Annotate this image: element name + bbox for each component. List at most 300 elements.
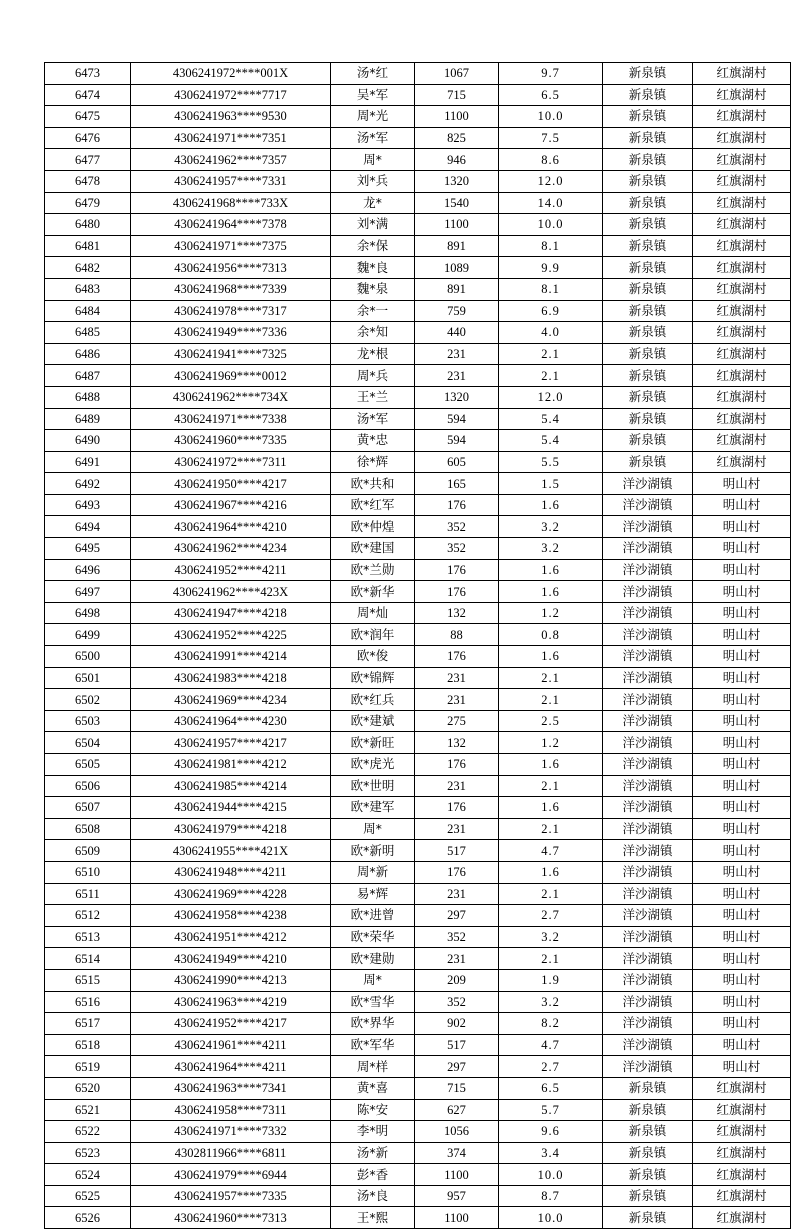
cell-town: 洋沙湖镇 [603, 473, 693, 495]
cell-rate: 3.2 [499, 991, 603, 1013]
cell-amount: 517 [415, 840, 499, 862]
cell-amount: 957 [415, 1185, 499, 1207]
cell-town: 新泉镇 [603, 1185, 693, 1207]
cell-town: 新泉镇 [603, 451, 693, 473]
cell-village: 红旗湖村 [693, 235, 791, 257]
cell-town: 洋沙湖镇 [603, 689, 693, 711]
cell-sequence: 6522 [45, 1121, 131, 1143]
table-row [45, 386, 791, 408]
cell-town: 洋沙湖镇 [603, 516, 693, 538]
cell-name: 易*辉 [331, 883, 415, 905]
table-row [45, 667, 791, 689]
cell-rate: 2.7 [499, 905, 603, 927]
cell-town: 洋沙湖镇 [603, 559, 693, 581]
cell-rate: 2.1 [499, 343, 603, 365]
table-row [45, 1164, 791, 1186]
cell-amount: 1100 [415, 106, 499, 128]
cell-name: 魏*泉 [331, 278, 415, 300]
cell-town: 洋沙湖镇 [603, 861, 693, 883]
cell-town: 新泉镇 [603, 235, 693, 257]
cell-name: 汤*军 [331, 408, 415, 430]
table-row [45, 602, 791, 624]
cell-village: 红旗湖村 [693, 300, 791, 322]
cell-town: 新泉镇 [603, 127, 693, 149]
cell-name: 周*样 [331, 1056, 415, 1078]
cell-rate: 1.6 [499, 797, 603, 819]
cell-name: 周*灿 [331, 602, 415, 624]
cell-name: 欧*军华 [331, 1034, 415, 1056]
cell-amount: 902 [415, 1013, 499, 1035]
cell-name: 周*兵 [331, 365, 415, 387]
cell-id-number: 4306241962****734X [131, 386, 331, 408]
cell-name: 龙*根 [331, 343, 415, 365]
table-row [45, 646, 791, 668]
cell-village: 红旗湖村 [693, 386, 791, 408]
cell-name: 周* [331, 149, 415, 171]
cell-id-number: 4306241962****7357 [131, 149, 331, 171]
cell-village: 红旗湖村 [693, 214, 791, 236]
table-row [45, 106, 791, 128]
cell-village: 明山村 [693, 754, 791, 776]
cell-id-number: 4306241967****4216 [131, 494, 331, 516]
cell-sequence: 6489 [45, 408, 131, 430]
cell-amount: 605 [415, 451, 499, 473]
cell-village: 红旗湖村 [693, 365, 791, 387]
cell-village: 红旗湖村 [693, 257, 791, 279]
cell-sequence: 6500 [45, 646, 131, 668]
cell-sequence: 6494 [45, 516, 131, 538]
cell-amount: 594 [415, 408, 499, 430]
cell-id-number: 4306241969****4234 [131, 689, 331, 711]
cell-town: 新泉镇 [603, 300, 693, 322]
table-row [45, 63, 791, 85]
table-row [45, 581, 791, 603]
cell-town: 新泉镇 [603, 84, 693, 106]
cell-rate: 1.6 [499, 581, 603, 603]
cell-name: 欧*荣华 [331, 926, 415, 948]
table-row [45, 1099, 791, 1121]
cell-sequence: 6511 [45, 883, 131, 905]
cell-village: 红旗湖村 [693, 1207, 791, 1229]
cell-town: 新泉镇 [603, 1099, 693, 1121]
table-row [45, 818, 791, 840]
cell-id-number: 4306241979****4218 [131, 818, 331, 840]
cell-sequence: 6518 [45, 1034, 131, 1056]
cell-sequence: 6485 [45, 322, 131, 344]
cell-amount: 176 [415, 754, 499, 776]
cell-amount: 231 [415, 343, 499, 365]
cell-sequence: 6514 [45, 948, 131, 970]
cell-village: 红旗湖村 [693, 322, 791, 344]
cell-rate: 6.5 [499, 84, 603, 106]
cell-village: 红旗湖村 [693, 170, 791, 192]
cell-rate: 10.0 [499, 214, 603, 236]
cell-rate: 3.2 [499, 538, 603, 560]
cell-id-number: 4306241964****4230 [131, 710, 331, 732]
cell-town: 洋沙湖镇 [603, 1013, 693, 1035]
cell-id-number: 4306241961****4211 [131, 1034, 331, 1056]
cell-town: 洋沙湖镇 [603, 840, 693, 862]
cell-amount: 594 [415, 430, 499, 452]
cell-rate: 5.4 [499, 408, 603, 430]
cell-name: 欧*世明 [331, 775, 415, 797]
cell-rate: 12.0 [499, 170, 603, 192]
cell-village: 明山村 [693, 646, 791, 668]
cell-id-number: 4306241968****7339 [131, 278, 331, 300]
cell-sequence: 6498 [45, 602, 131, 624]
cell-rate: 3.4 [499, 1142, 603, 1164]
cell-rate: 10.0 [499, 1207, 603, 1229]
cell-name: 魏*良 [331, 257, 415, 279]
cell-rate: 12.0 [499, 386, 603, 408]
cell-village: 明山村 [693, 948, 791, 970]
cell-sequence: 6474 [45, 84, 131, 106]
cell-amount: 231 [415, 365, 499, 387]
table-row [45, 538, 791, 560]
table-row [45, 1034, 791, 1056]
table-row [45, 473, 791, 495]
cell-village: 明山村 [693, 494, 791, 516]
cell-amount: 627 [415, 1099, 499, 1121]
cell-sequence: 6482 [45, 257, 131, 279]
cell-id-number: 4306241956****7313 [131, 257, 331, 279]
cell-name: 周*新 [331, 861, 415, 883]
cell-name: 余*一 [331, 300, 415, 322]
cell-sequence: 6483 [45, 278, 131, 300]
table-row [45, 754, 791, 776]
cell-amount: 132 [415, 732, 499, 754]
cell-rate: 2.1 [499, 667, 603, 689]
cell-town: 洋沙湖镇 [603, 775, 693, 797]
cell-id-number: 4306241960****7335 [131, 430, 331, 452]
cell-name: 欧*仲煌 [331, 516, 415, 538]
table-row [45, 84, 791, 106]
table-row [45, 343, 791, 365]
cell-sequence: 6523 [45, 1142, 131, 1164]
cell-rate: 2.1 [499, 365, 603, 387]
cell-sequence: 6502 [45, 689, 131, 711]
cell-rate: 8.7 [499, 1185, 603, 1207]
cell-sequence: 6524 [45, 1164, 131, 1186]
cell-village: 明山村 [693, 602, 791, 624]
cell-name: 欧*新华 [331, 581, 415, 603]
table-row [45, 559, 791, 581]
cell-sequence: 6491 [45, 451, 131, 473]
cell-village: 红旗湖村 [693, 127, 791, 149]
cell-town: 洋沙湖镇 [603, 754, 693, 776]
cell-amount: 231 [415, 948, 499, 970]
cell-village: 明山村 [693, 861, 791, 883]
cell-sequence: 6476 [45, 127, 131, 149]
table-row [45, 1121, 791, 1143]
cell-rate: 1.2 [499, 602, 603, 624]
cell-rate: 2.7 [499, 1056, 603, 1078]
cell-sequence: 6492 [45, 473, 131, 495]
cell-id-number: 4302811966****6811 [131, 1142, 331, 1164]
cell-name: 欧*锦辉 [331, 667, 415, 689]
cell-sequence: 6504 [45, 732, 131, 754]
cell-name: 欧*进曾 [331, 905, 415, 927]
cell-amount: 1540 [415, 192, 499, 214]
cell-rate: 9.6 [499, 1121, 603, 1143]
table-row [45, 214, 791, 236]
cell-amount: 1089 [415, 257, 499, 279]
table-row [45, 149, 791, 171]
cell-name: 龙* [331, 192, 415, 214]
cell-town: 新泉镇 [603, 214, 693, 236]
cell-town: 洋沙湖镇 [603, 948, 693, 970]
cell-amount: 1320 [415, 170, 499, 192]
cell-town: 洋沙湖镇 [603, 905, 693, 927]
cell-village: 明山村 [693, 1013, 791, 1035]
cell-id-number: 4306241968****733X [131, 192, 331, 214]
cell-amount: 297 [415, 1056, 499, 1078]
cell-id-number: 4306241958****4238 [131, 905, 331, 927]
cell-town: 新泉镇 [603, 63, 693, 85]
cell-rate: 10.0 [499, 106, 603, 128]
cell-town: 洋沙湖镇 [603, 581, 693, 603]
cell-name: 欧*建斌 [331, 710, 415, 732]
cell-amount: 176 [415, 646, 499, 668]
cell-village: 明山村 [693, 473, 791, 495]
table-row [45, 926, 791, 948]
cell-amount: 275 [415, 710, 499, 732]
table-row [45, 689, 791, 711]
cell-town: 洋沙湖镇 [603, 969, 693, 991]
table-row [45, 991, 791, 1013]
cell-village: 红旗湖村 [693, 451, 791, 473]
table-row [45, 365, 791, 387]
cell-amount: 891 [415, 235, 499, 257]
cell-id-number: 4306241944****4215 [131, 797, 331, 819]
cell-sequence: 6512 [45, 905, 131, 927]
cell-id-number: 4306241962****423X [131, 581, 331, 603]
cell-id-number: 4306241948****4211 [131, 861, 331, 883]
cell-amount: 176 [415, 797, 499, 819]
cell-id-number: 4306241964****4211 [131, 1056, 331, 1078]
cell-sequence: 6525 [45, 1185, 131, 1207]
cell-id-number: 4306241949****4210 [131, 948, 331, 970]
cell-name: 徐*辉 [331, 451, 415, 473]
cell-town: 新泉镇 [603, 1207, 693, 1229]
cell-sequence: 6481 [45, 235, 131, 257]
cell-sequence: 6475 [45, 106, 131, 128]
cell-town: 新泉镇 [603, 343, 693, 365]
table-row [45, 861, 791, 883]
cell-name: 欧*兰勋 [331, 559, 415, 581]
cell-rate: 5.7 [499, 1099, 603, 1121]
cell-name: 余*保 [331, 235, 415, 257]
cell-name: 汤*军 [331, 127, 415, 149]
cell-name: 黄*忠 [331, 430, 415, 452]
cell-rate: 8.1 [499, 235, 603, 257]
cell-amount: 176 [415, 581, 499, 603]
cell-id-number: 4306241972****7717 [131, 84, 331, 106]
cell-rate: 4.7 [499, 1034, 603, 1056]
table-row [45, 840, 791, 862]
table-row [45, 732, 791, 754]
cell-amount: 891 [415, 278, 499, 300]
table-row [45, 1013, 791, 1035]
table-row [45, 192, 791, 214]
table-body [45, 63, 791, 1229]
cell-amount: 1320 [415, 386, 499, 408]
table-row [45, 1056, 791, 1078]
table-row [45, 1077, 791, 1099]
cell-town: 新泉镇 [603, 170, 693, 192]
cell-name: 陈*安 [331, 1099, 415, 1121]
cell-name: 欧*红兵 [331, 689, 415, 711]
cell-village: 红旗湖村 [693, 84, 791, 106]
cell-name: 欧*红军 [331, 494, 415, 516]
cell-amount: 715 [415, 84, 499, 106]
cell-village: 明山村 [693, 926, 791, 948]
cell-village: 明山村 [693, 1056, 791, 1078]
cell-amount: 374 [415, 1142, 499, 1164]
cell-village: 红旗湖村 [693, 278, 791, 300]
cell-rate: 1.6 [499, 754, 603, 776]
cell-town: 洋沙湖镇 [603, 646, 693, 668]
cell-sequence: 6520 [45, 1077, 131, 1099]
cell-rate: 1.6 [499, 559, 603, 581]
cell-name: 周* [331, 969, 415, 991]
table-row [45, 948, 791, 970]
cell-rate: 2.1 [499, 818, 603, 840]
table-row [45, 127, 791, 149]
cell-id-number: 4306241981****4212 [131, 754, 331, 776]
cell-id-number: 4306241971****7351 [131, 127, 331, 149]
cell-town: 新泉镇 [603, 365, 693, 387]
cell-id-number: 4306241952****4211 [131, 559, 331, 581]
cell-sequence: 6516 [45, 991, 131, 1013]
cell-id-number: 4306241947****4218 [131, 602, 331, 624]
cell-name: 欧*润年 [331, 624, 415, 646]
cell-amount: 231 [415, 775, 499, 797]
cell-sequence: 6519 [45, 1056, 131, 1078]
cell-rate: 8.6 [499, 149, 603, 171]
cell-id-number: 4306241952****4225 [131, 624, 331, 646]
cell-name: 欧*建勋 [331, 948, 415, 970]
cell-id-number: 4306241971****7338 [131, 408, 331, 430]
cell-rate: 4.7 [499, 840, 603, 862]
cell-rate: 8.1 [499, 278, 603, 300]
cell-town: 新泉镇 [603, 322, 693, 344]
cell-village: 明山村 [693, 732, 791, 754]
cell-name: 欧*建军 [331, 797, 415, 819]
cell-name: 周* [331, 818, 415, 840]
cell-name: 余*知 [331, 322, 415, 344]
cell-rate: 5.5 [499, 451, 603, 473]
cell-amount: 1100 [415, 1164, 499, 1186]
cell-amount: 231 [415, 818, 499, 840]
cell-amount: 715 [415, 1077, 499, 1099]
cell-village: 明山村 [693, 710, 791, 732]
cell-rate: 2.1 [499, 689, 603, 711]
cell-sequence: 6479 [45, 192, 131, 214]
cell-village: 红旗湖村 [693, 1099, 791, 1121]
cell-name: 王*熙 [331, 1207, 415, 1229]
cell-rate: 6.5 [499, 1077, 603, 1099]
cell-name: 彭*香 [331, 1164, 415, 1186]
cell-id-number: 4306241957****7335 [131, 1185, 331, 1207]
table-row [45, 494, 791, 516]
cell-id-number: 4306241979****6944 [131, 1164, 331, 1186]
cell-sequence: 6477 [45, 149, 131, 171]
cell-rate: 9.9 [499, 257, 603, 279]
cell-name: 汤*红 [331, 63, 415, 85]
cell-id-number: 4306241963****7341 [131, 1077, 331, 1099]
cell-amount: 352 [415, 516, 499, 538]
cell-id-number: 4306241964****4210 [131, 516, 331, 538]
cell-sequence: 6478 [45, 170, 131, 192]
cell-id-number: 4306241990****4213 [131, 969, 331, 991]
cell-id-number: 4306241972****001X [131, 63, 331, 85]
cell-amount: 88 [415, 624, 499, 646]
cell-id-number: 4306241991****4214 [131, 646, 331, 668]
cell-town: 洋沙湖镇 [603, 732, 693, 754]
cell-name: 汤*良 [331, 1185, 415, 1207]
cell-sequence: 6517 [45, 1013, 131, 1035]
cell-village: 明山村 [693, 883, 791, 905]
cell-village: 明山村 [693, 559, 791, 581]
cell-sequence: 6506 [45, 775, 131, 797]
cell-sequence: 6508 [45, 818, 131, 840]
cell-id-number: 4306241957****7331 [131, 170, 331, 192]
cell-town: 新泉镇 [603, 1077, 693, 1099]
cell-amount: 165 [415, 473, 499, 495]
cell-town: 洋沙湖镇 [603, 1034, 693, 1056]
cell-sequence: 6486 [45, 343, 131, 365]
cell-sequence: 6526 [45, 1207, 131, 1229]
cell-rate: 1.2 [499, 732, 603, 754]
cell-id-number: 4306241952****4217 [131, 1013, 331, 1035]
cell-village: 红旗湖村 [693, 1142, 791, 1164]
cell-id-number: 4306241963****4219 [131, 991, 331, 1013]
cell-town: 洋沙湖镇 [603, 926, 693, 948]
cell-village: 红旗湖村 [693, 106, 791, 128]
cell-name: 欧*界华 [331, 1013, 415, 1035]
cell-amount: 1056 [415, 1121, 499, 1143]
cell-sequence: 6487 [45, 365, 131, 387]
cell-village: 明山村 [693, 818, 791, 840]
cell-sequence: 6501 [45, 667, 131, 689]
table-row [45, 235, 791, 257]
cell-village: 明山村 [693, 538, 791, 560]
table-row [45, 624, 791, 646]
cell-sequence: 6513 [45, 926, 131, 948]
cell-village: 明山村 [693, 969, 791, 991]
cell-town: 洋沙湖镇 [603, 710, 693, 732]
cell-village: 明山村 [693, 667, 791, 689]
table-row [45, 1142, 791, 1164]
cell-village: 红旗湖村 [693, 149, 791, 171]
cell-village: 明山村 [693, 905, 791, 927]
cell-village: 明山村 [693, 581, 791, 603]
cell-sequence: 6507 [45, 797, 131, 819]
cell-amount: 759 [415, 300, 499, 322]
cell-sequence: 6484 [45, 300, 131, 322]
cell-id-number: 4306241983****4218 [131, 667, 331, 689]
cell-sequence: 6496 [45, 559, 131, 581]
cell-town: 洋沙湖镇 [603, 667, 693, 689]
cell-village: 明山村 [693, 1034, 791, 1056]
cell-amount: 231 [415, 883, 499, 905]
cell-sequence: 6509 [45, 840, 131, 862]
cell-village: 红旗湖村 [693, 1164, 791, 1186]
cell-id-number: 4306241971****7375 [131, 235, 331, 257]
cell-id-number: 4306241971****7332 [131, 1121, 331, 1143]
cell-rate: 3.2 [499, 516, 603, 538]
